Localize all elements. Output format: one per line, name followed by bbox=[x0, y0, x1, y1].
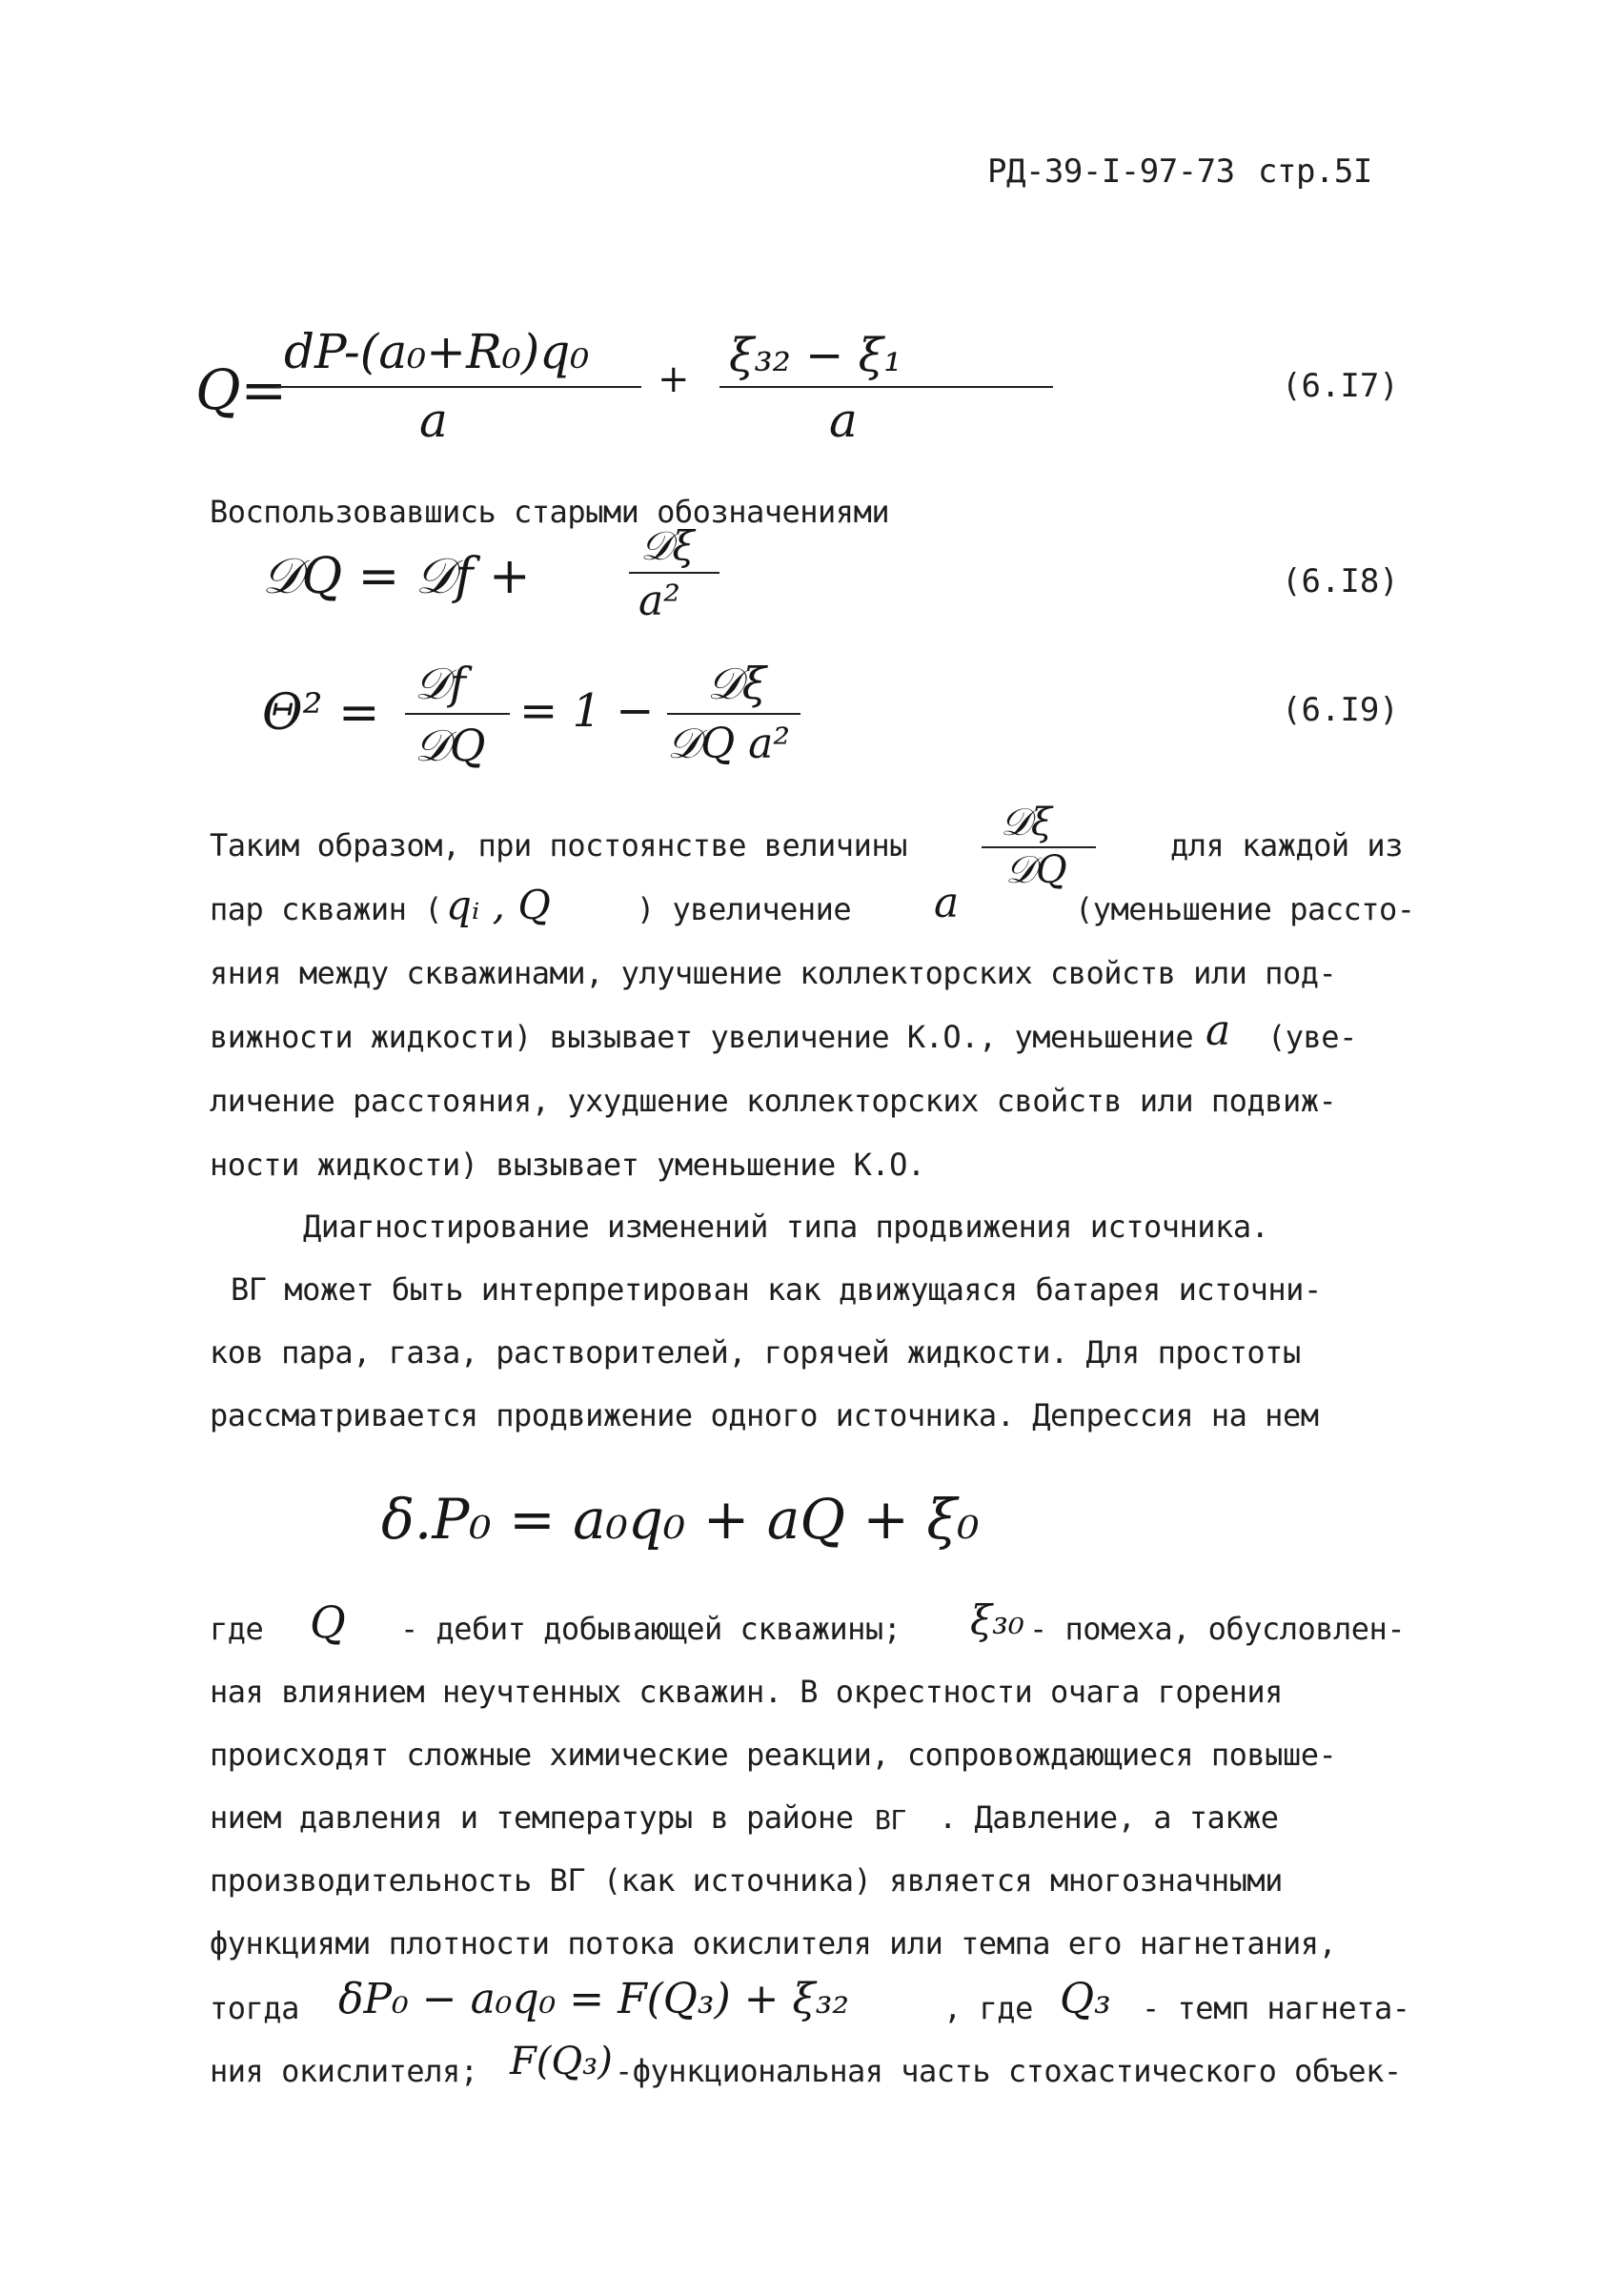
p1-line2-a: пар скважин ( bbox=[210, 891, 442, 927]
p3-line1-b: - дебит добывающей скважины; bbox=[400, 1611, 902, 1647]
p3-line7-a: тогда bbox=[210, 1990, 299, 2026]
p1-line6: ности жидкости) вызывает уменьшение К.О. bbox=[210, 1147, 925, 1183]
p3-line7-c: - темп нагнета- bbox=[1142, 1990, 1410, 2026]
eq619-numerator-1: 𝒟f bbox=[415, 658, 466, 709]
p3-line7-math: δP₀ − a₀q₀ = F(Q₃) + ξ₃₂ bbox=[338, 1975, 850, 2023]
p3-line5: производительность ВГ (как источника) является многозначными bbox=[210, 1862, 1283, 1899]
eq617-denominator-1: a bbox=[419, 393, 448, 448]
p1-frac-num: 𝒟ξ bbox=[1001, 801, 1052, 844]
p1-line4-b: (уве- bbox=[1267, 1019, 1357, 1055]
eq618-number: (6.I8) bbox=[1282, 562, 1399, 600]
intro-line: Воспользовавшись старыми обозначениями bbox=[210, 494, 890, 530]
p1-line1-a: Таким образом, при постоянстве величины bbox=[210, 827, 907, 864]
eq619-denominator-1: 𝒟Q bbox=[415, 720, 486, 771]
p1-line2-a-var: a bbox=[934, 879, 960, 927]
p3-line7-b: , где bbox=[943, 1990, 1033, 2026]
eq617-fraction-bar-1 bbox=[274, 386, 641, 388]
eq618-lhs: 𝒟Q = 𝒟f + bbox=[262, 548, 531, 605]
p3-line2: ная влиянием неучтенных скважин. В окрестности очага горения bbox=[210, 1674, 1283, 1710]
p1-line2-c: (уменьшение рассто- bbox=[1075, 891, 1415, 927]
p1-line4-a-var: a bbox=[1206, 1006, 1231, 1055]
p3-line1-Q: Q bbox=[310, 1596, 346, 1648]
eq619-fraction-bar-2 bbox=[667, 713, 800, 715]
p3-line8-F: F(Q₃) bbox=[510, 2040, 613, 2083]
eq618-numerator: 𝒟ξ bbox=[640, 522, 695, 569]
eq617-plus: + bbox=[658, 357, 690, 401]
eq617-number: (6.I7) bbox=[1282, 367, 1399, 405]
p3-line4-vg: ВГ bbox=[875, 1804, 906, 1836]
p1-frac-den: 𝒟Q bbox=[1005, 848, 1067, 892]
p1-line3: яния между скважинами, улучшение коллекторских свойств или под- bbox=[210, 955, 1337, 991]
p1-line1-b: для каждой из bbox=[1170, 827, 1403, 864]
eq618-denominator: a² bbox=[638, 577, 680, 625]
eq619-numerator-2: 𝒟ξ bbox=[707, 658, 767, 709]
eq617-fraction-bar-2 bbox=[719, 386, 1053, 388]
eq619-middle: = 1 − bbox=[519, 684, 655, 738]
eq618-fraction-bar bbox=[629, 572, 719, 574]
page-number: стр.5I bbox=[1258, 152, 1372, 191]
p1-line2-math: qᵢ , Q bbox=[446, 882, 551, 928]
p2-line4: рассматривается продвижение одного источника. Депрессия на нем bbox=[210, 1397, 1319, 1433]
p3-line4-b: . Давление, а также bbox=[939, 1799, 1279, 1836]
p3-line1-xi: ξ₃₀ bbox=[970, 1596, 1024, 1643]
p2-line2: ВГ может быть интерпретирован как движущаяся батарея источни- bbox=[231, 1271, 1322, 1308]
p1-line2-b: ) увеличение bbox=[637, 891, 852, 927]
eq617-denominator-2: a bbox=[829, 393, 858, 448]
p2-line3: ков пара, газа, растворителей, горячей жидкости. Для простоты bbox=[210, 1334, 1301, 1371]
p3-line7-Q3: Q₃ bbox=[1060, 1975, 1111, 2023]
document-code: РД-39-I-97-73 bbox=[987, 152, 1235, 191]
p3-line6: функциями плотности потока окислителя или темпа его нагнетания, bbox=[210, 1925, 1337, 1961]
p3-line8-b: -функциональная часть стохастического объек- bbox=[615, 2053, 1402, 2089]
eq619-denominator-2: 𝒟Q a² bbox=[667, 720, 791, 768]
eq617-lhs: Q= bbox=[195, 357, 288, 422]
eq619-fraction-bar-1 bbox=[405, 713, 510, 715]
p3-line1-c: - помеха, обусловлен- bbox=[1029, 1611, 1406, 1647]
eq619-lhs: Θ² = bbox=[262, 684, 380, 742]
p3-line8-a: ния окислителя; bbox=[210, 2053, 478, 2089]
p2-line1: Диагностирование изменений типа продвижения источника. bbox=[303, 1209, 1269, 1245]
equation-depression: δ.P₀ = a₀q₀ + aQ + ξ₀ bbox=[381, 1487, 980, 1552]
p3-line1-a: где bbox=[210, 1611, 264, 1647]
p1-line4-a: вижности жидкости) вызывает увеличение К.О., уменьшение bbox=[210, 1019, 1194, 1055]
eq619-number: (6.I9) bbox=[1282, 691, 1399, 729]
p3-line4-a: нием давления и температуры в районе bbox=[210, 1799, 854, 1836]
eq617-numerator-1: dP-(a₀+R₀)q₀ bbox=[284, 324, 590, 379]
p1-line5: личение расстояния, ухудшение коллекторских свойств или подвиж- bbox=[210, 1083, 1337, 1119]
eq617-numerator-2: ξ₃₂ − ξ₁ bbox=[729, 329, 902, 382]
p3-line3: происходят сложные химические реакции, сопровождающиеся повыше- bbox=[210, 1737, 1337, 1773]
